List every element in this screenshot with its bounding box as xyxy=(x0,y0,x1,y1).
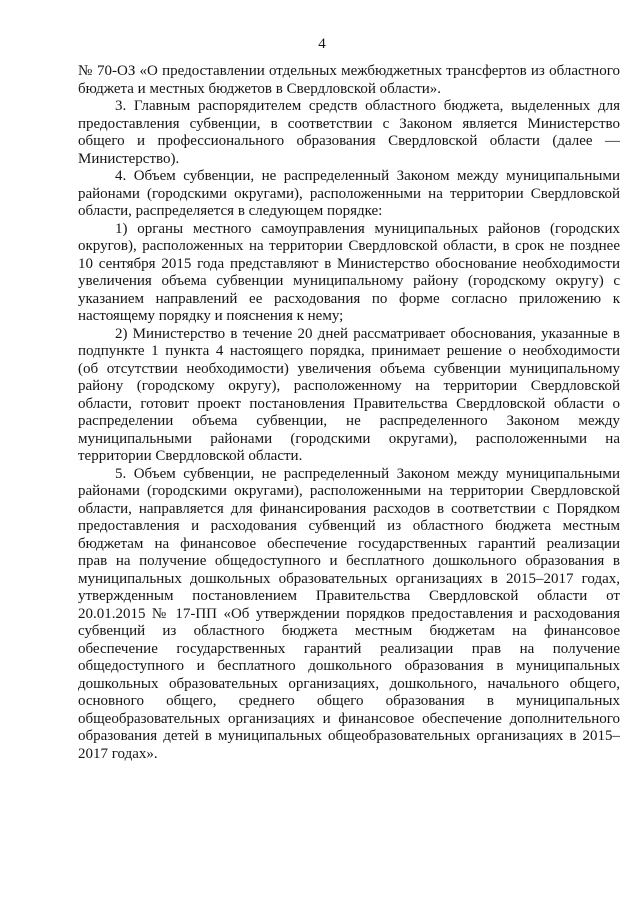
text-line: субвенций из областного бюджета местным бюджетам на финансовое xyxy=(78,623,620,639)
text-line: настоящему порядку и пояснения к нему; xyxy=(78,308,344,324)
text-line: 5. Объем субвенции, не распределенный Законом между муниципальными xyxy=(115,465,620,482)
text-line: области, готовит проект постановления Правительства Свердловской области о xyxy=(78,395,620,412)
paragraph-item-3 xyxy=(78,98,620,168)
text-line: обеспечение государственных гарантий реализации прав на получение xyxy=(78,640,620,657)
text-line: 4. Объем субвенции, не распределенный Законом между муниципальными xyxy=(115,168,620,184)
text-line: дошкольных образовательных организациях, дошкольного, начального общего, xyxy=(78,675,620,692)
text-line: образования детей в муниципальных общеобразовательных организациях в 2015– xyxy=(78,728,620,744)
text-line: утвержденным постановлением Правительства Свердловской области от xyxy=(78,588,620,604)
paragraph-item-5 xyxy=(78,466,620,764)
text-line: 1) органы местного самоуправления муниципальных районов (городских xyxy=(115,220,620,237)
text-line: области, направляется для финансирования расходов в соответствии с Порядком xyxy=(78,500,620,517)
text-line: 20.01.2015 № 17-ПП «Об утверждении порядков предоставления и расходования xyxy=(78,605,620,622)
text-line: предоставления и расходования субвенций из областного бюджета местным xyxy=(78,518,620,534)
text-line: подпункте 1 пункта 4 настоящего порядка, принимает решение о необходимости xyxy=(78,343,620,359)
text-line: районами (городскими округами), расположенными на территории Свердловской xyxy=(78,185,620,202)
text-line: общедоступного и бесплатного дошкольного образования в муниципальных xyxy=(78,658,620,674)
text-line: округов), расположенных на территории Свердловской области, в срок не позднее xyxy=(78,238,620,254)
text-line: общеобразовательных организациях и финансовое обеспечение дополнительного xyxy=(78,710,620,727)
document-body xyxy=(78,63,620,763)
text-line: муниципальных дошкольных образовательных организациях в 2015–2017 годах, xyxy=(78,570,620,587)
text-line: бюджетам на финансовое обеспечение государственных гарантий реализации xyxy=(78,535,620,552)
text-line: области, распределяется в следующем порядке: xyxy=(78,203,383,219)
text-line: муниципальными районами (городскими округами), расположенными на xyxy=(78,430,620,447)
text-line: 3. Главным распорядителем средств областного бюджета, выделенных для xyxy=(115,98,620,114)
text-line: основного общего, среднего общего образования в муниципальных xyxy=(78,693,620,709)
paragraph xyxy=(78,63,620,98)
text-line: району (городскому округу), расположенному на территории Свердловской xyxy=(78,378,620,394)
text-line: общего и профессионального образования Свердловской области (далее — xyxy=(78,133,620,149)
paragraph-subitem-2 xyxy=(78,326,620,466)
text-line: (об отсутствии необходимости) увеличения объема субвенции муниципальному xyxy=(78,360,620,377)
text-line: указанием направлений ее расходования по форме согласно приложению к xyxy=(78,290,620,307)
text-line: 2) Министерство в течение 20 дней рассматривает обоснования, указанные в xyxy=(115,325,620,342)
text-line: распределении объема субвенции, не распределенного Законом между xyxy=(78,413,620,429)
text-line: прав на получение общедоступного и бесплатного дошкольного образования в xyxy=(78,553,620,569)
page-number: 4 xyxy=(318,36,326,52)
text-line: 10 сентября 2015 года представляют в Министерство обоснование необходимости xyxy=(78,255,620,272)
text-line: увеличения объема субвенции муниципальному району (городскому округу) с xyxy=(78,273,620,289)
text-line: № 70-ОЗ «О предоставлении отдельных межбюджетных трансфертов из областного xyxy=(78,63,620,79)
text-line: Министерство). xyxy=(78,150,180,167)
paragraph-subitem-1 xyxy=(78,221,620,326)
text-line: районами (городскими округами), расположенными на территории Свердловской xyxy=(78,483,620,499)
text-line: территории Свердловской области. xyxy=(78,448,303,464)
text-line: предоставления субвенции, в соответствии с Законом является Министерство xyxy=(78,115,620,132)
paragraph-item-4 xyxy=(78,168,620,221)
text-line: бюджета и местных бюджетов в Свердловской области». xyxy=(78,80,442,97)
text-line: 2017 годах». xyxy=(78,745,158,762)
